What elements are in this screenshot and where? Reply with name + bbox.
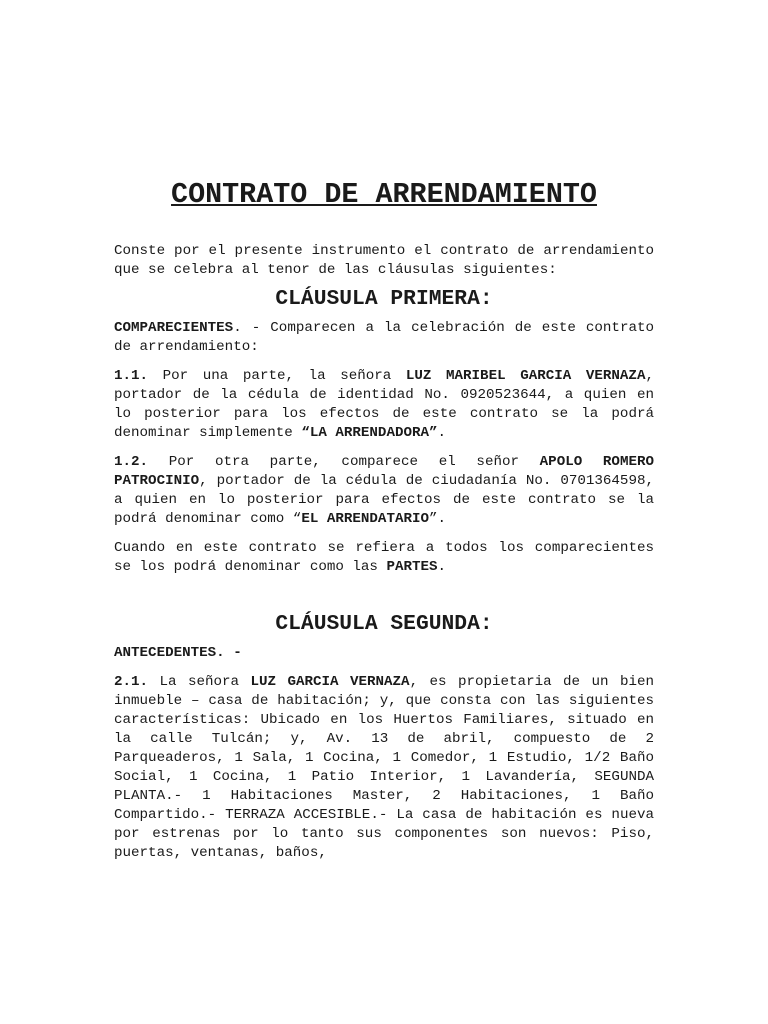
comparecientes-label-suffix: . - bbox=[233, 320, 261, 336]
paragraph-text: La señora bbox=[148, 674, 251, 690]
clause-one-heading: CLÁUSULA PRIMERA: bbox=[275, 287, 493, 311]
paragraph-number: 2.1. bbox=[114, 674, 149, 690]
paragraph-text: Por otra parte, comparece el señor bbox=[148, 454, 540, 470]
party-role: “LA ARRENDADORA” bbox=[301, 425, 438, 441]
paragraph-text: , es propietaria de un bien inmueble – casa de habitación; y, que consta con las siguientes características: Ubicado en los Huertos Familiares, situado en la calle Tulcán; y, Av. 13 de abril, compuesto de 2 Parqueaderos, 1 Sala, 1 Cocina, 1 Comedor, 1 Estudio, 1/2 Baño Social, 1 Cocina, 1 Patio Interior, 1 Lavandería, SEGUNDA PLANTA.- 1 Habitaciones Master, 2 Habitaciones, 1 Baño Compartido.- TERRAZA ACCESIBLE.- La casa de habitación es nueva por estrenas por lo tanto sus componentes son nuevos: Piso, puertas, ventanas, baños, bbox=[114, 674, 655, 861]
antecedentes-label: ANTECEDENTES. - bbox=[114, 645, 242, 661]
paragraph-text: , portador de la cédula de ciudadanía No. 0701364598, a quien en lo posterior para efectos de este contrato se la podrá denominar como “ bbox=[114, 473, 654, 527]
paragraph-1-1 bbox=[114, 367, 654, 443]
paragraph-text: Cuando en este contrato se refiera a todos los comparecientes se los podrá denominar como las bbox=[114, 540, 654, 575]
paragraph-text: . bbox=[437, 559, 447, 575]
party-name: APOLO ROMERO PATROCINIO bbox=[114, 454, 654, 489]
paragraph-number: 1.2. bbox=[114, 454, 149, 470]
document-title: CONTRATO DE ARRENDAMIENTO bbox=[171, 178, 597, 211]
party-name: LUZ MARIBEL GARCIA VERNAZA bbox=[405, 368, 646, 384]
clause-two-heading: CLÁUSULA SEGUNDA: bbox=[275, 612, 493, 636]
paragraph-2-1 bbox=[114, 673, 654, 863]
paragraph-partes bbox=[114, 539, 654, 577]
comparecientes-text: Comparecen a la celebración de este contrato de arrendamiento: bbox=[114, 320, 654, 355]
paragraph-1-2 bbox=[114, 453, 654, 529]
party-name: LUZ GARCIA VERNAZA bbox=[250, 674, 410, 690]
partes-term: PARTES bbox=[386, 559, 438, 575]
antecedentes-label-paragraph bbox=[114, 644, 654, 663]
intro-paragraph: Conste por el presente instrumento el contrato de arrendamiento que se celebra al tenor de las cláusulas siguientes: bbox=[114, 243, 654, 278]
party-role: EL ARRENDATARIO bbox=[301, 511, 430, 527]
document-body bbox=[114, 178, 655, 863]
paragraph-text: Por una parte, la señora bbox=[148, 368, 406, 384]
comparecientes-paragraph bbox=[114, 319, 654, 357]
paragraph-number: 1.1. bbox=[114, 368, 149, 384]
comparecientes-label: COMPARECIENTES bbox=[114, 320, 234, 336]
paragraph-text: , portador de la cédula de identidad No. 0920523644, a quien en lo posterior para los efectos de este contrato se la podrá denominar simplemente bbox=[114, 368, 654, 441]
paragraph-text: ”. bbox=[429, 511, 447, 527]
paragraph-text: . bbox=[437, 425, 447, 441]
